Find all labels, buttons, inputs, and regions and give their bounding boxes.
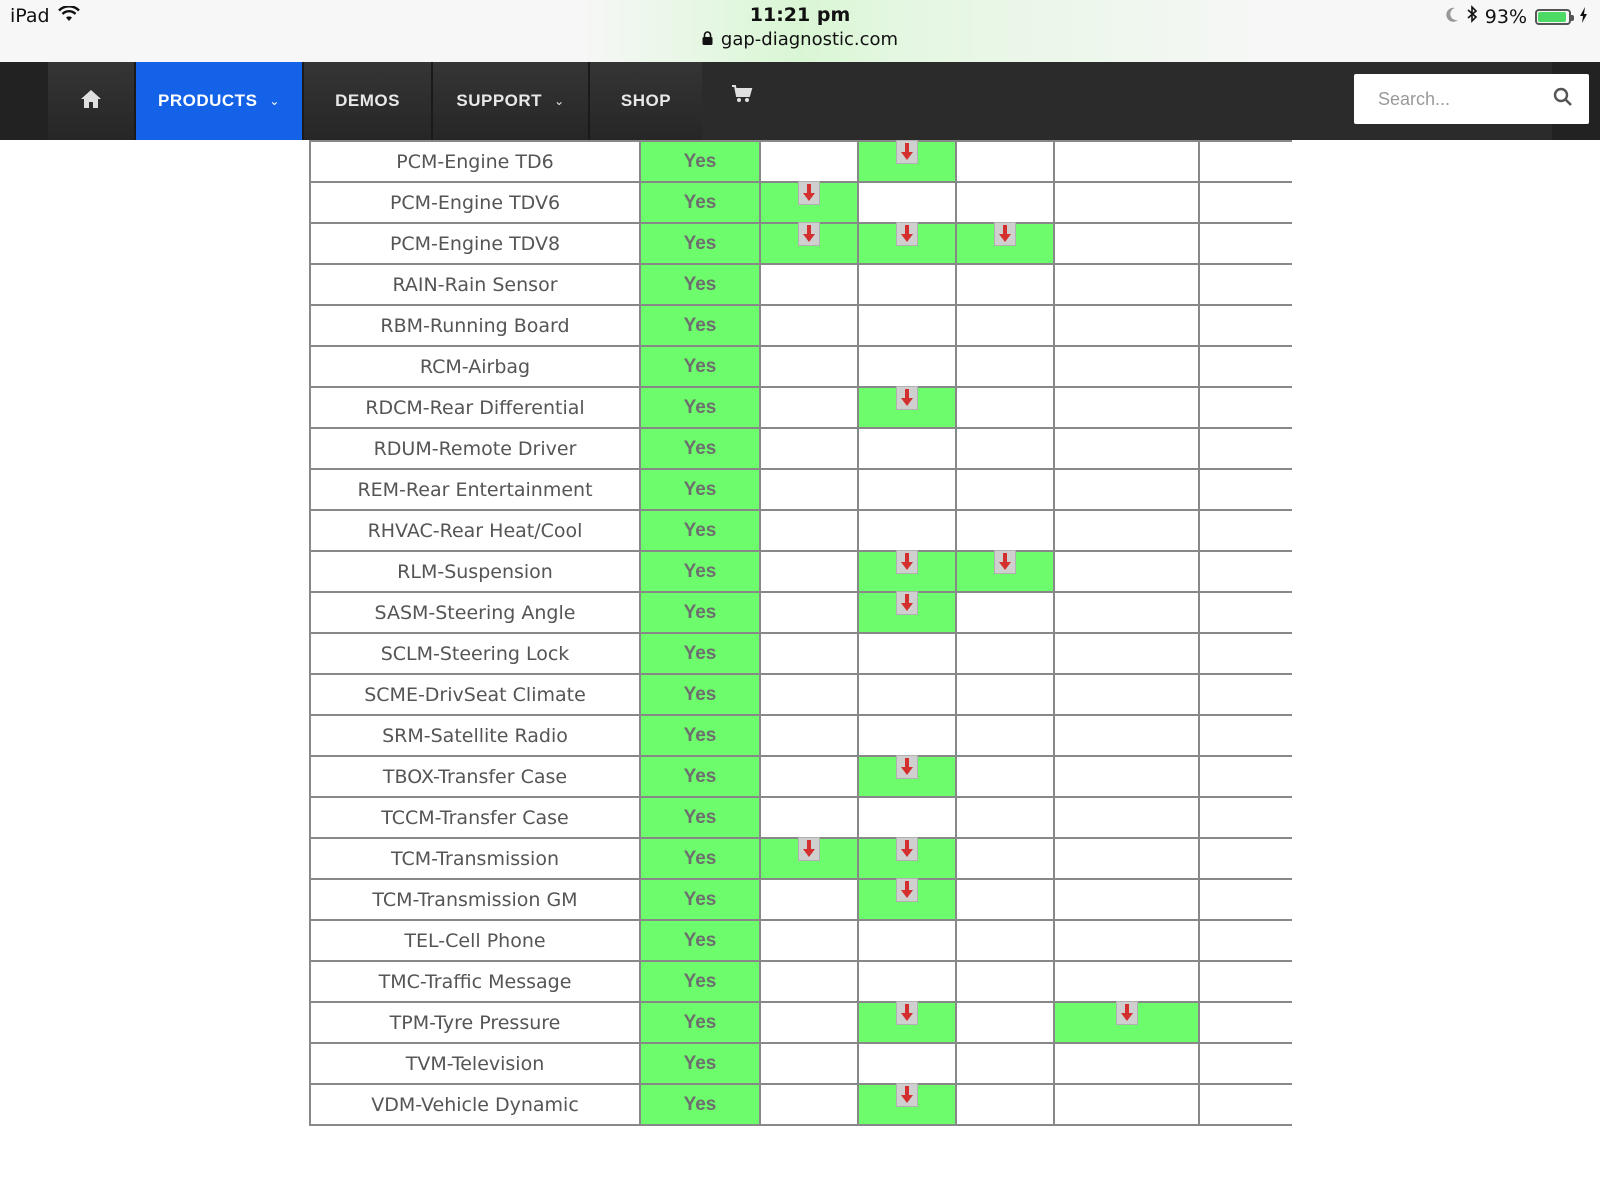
download-cell[interactable]: [760, 182, 858, 223]
module-name: RHVAC-Rear Heat/Cool: [310, 510, 640, 551]
empty-cell: [1054, 182, 1199, 223]
empty-cell: [956, 797, 1054, 838]
supported-cell: Yes: [640, 346, 760, 387]
empty-cell: [956, 346, 1054, 387]
device-name: iPad: [10, 5, 50, 27]
empty-cell: [760, 305, 858, 346]
download-arrow-icon[interactable]: [1116, 1001, 1138, 1025]
cart-button[interactable]: [702, 62, 782, 140]
empty-cell: [858, 797, 956, 838]
nav-shop[interactable]: [590, 62, 702, 140]
table-row: [310, 879, 1292, 920]
nav-shop-label: SHOP: [620, 91, 672, 110]
empty-cell: [956, 1084, 1054, 1125]
search-icon[interactable]: [1553, 87, 1573, 111]
chevron-down-icon: ⌄: [554, 94, 565, 108]
table-body: [310, 141, 1292, 1125]
download-cell[interactable]: [858, 879, 956, 920]
empty-cell: [858, 510, 956, 551]
empty-cell: [1054, 1043, 1199, 1084]
download-cell[interactable]: [956, 551, 1054, 592]
empty-cell: [1054, 879, 1199, 920]
search-input[interactable]: [1376, 88, 1553, 111]
empty-cell: [956, 387, 1054, 428]
empty-cell: [1199, 920, 1292, 961]
empty-cell: [760, 387, 858, 428]
empty-cell: [956, 1002, 1054, 1043]
module-name: RLM-Suspension: [310, 551, 640, 592]
empty-cell: [956, 879, 1054, 920]
table-row: [310, 223, 1292, 264]
module-name: REM-Rear Entertainment: [310, 469, 640, 510]
nav-support[interactable]: [433, 62, 590, 140]
empty-cell: [1054, 715, 1199, 756]
empty-cell: [1199, 1002, 1292, 1043]
main-navbar: [0, 62, 1600, 140]
download-arrow-icon[interactable]: [896, 591, 918, 615]
empty-cell: [760, 879, 858, 920]
empty-cell: [1054, 223, 1199, 264]
download-arrow-icon[interactable]: [896, 140, 918, 164]
supported-cell: Yes: [640, 674, 760, 715]
module-name: SRM-Satellite Radio: [310, 715, 640, 756]
empty-cell: [956, 469, 1054, 510]
status-center: [0, 4, 1600, 50]
supported-cell: Yes: [640, 141, 760, 182]
supported-cell: Yes: [640, 510, 760, 551]
download-cell[interactable]: [858, 1084, 956, 1125]
empty-cell: [1054, 305, 1199, 346]
empty-cell: [956, 1043, 1054, 1084]
table-row: [310, 346, 1292, 387]
supported-cell: Yes: [640, 592, 760, 633]
module-name: VDM-Vehicle Dynamic: [310, 1084, 640, 1125]
empty-cell: [760, 141, 858, 182]
table-row: [310, 838, 1292, 879]
download-arrow-icon[interactable]: [994, 222, 1016, 246]
empty-cell: [858, 182, 956, 223]
module-name: RAIN-Rain Sensor: [310, 264, 640, 305]
module-name: TBOX-Transfer Case: [310, 756, 640, 797]
supported-cell: Yes: [640, 1043, 760, 1084]
empty-cell: [1199, 633, 1292, 674]
module-name: TPM-Tyre Pressure: [310, 1002, 640, 1043]
empty-cell: [956, 633, 1054, 674]
table-row: [310, 510, 1292, 551]
page-url: gap-diagnostic.com: [720, 29, 899, 50]
empty-cell: [1199, 715, 1292, 756]
table-row: [310, 592, 1292, 633]
empty-cell: [956, 715, 1054, 756]
nav-support-label: SUPPORT: [456, 91, 543, 110]
status-right: [1445, 5, 1588, 28]
module-name: TCM-Transmission: [310, 838, 640, 879]
empty-cell: [1199, 469, 1292, 510]
empty-cell: [858, 633, 956, 674]
empty-cell: [760, 428, 858, 469]
module-name: SASM-Steering Angle: [310, 592, 640, 633]
empty-cell: [760, 346, 858, 387]
module-name: TCM-Transmission GM: [310, 879, 640, 920]
compatibility-table: [309, 140, 1292, 1126]
empty-cell: [858, 674, 956, 715]
table-row: [310, 674, 1292, 715]
supported-cell: Yes: [640, 1084, 760, 1125]
empty-cell: [858, 264, 956, 305]
moon-icon: [1445, 6, 1459, 28]
empty-cell: [760, 551, 858, 592]
address-bar[interactable]: [0, 29, 1600, 50]
module-name: RDUM-Remote Driver: [310, 428, 640, 469]
nav-products[interactable]: [136, 62, 304, 140]
empty-cell: [1054, 551, 1199, 592]
table-row: [310, 920, 1292, 961]
table-row: [310, 1084, 1292, 1125]
download-cell[interactable]: [858, 838, 956, 879]
empty-cell: [1199, 346, 1292, 387]
download-arrow-icon[interactable]: [896, 1083, 918, 1107]
supported-cell: Yes: [640, 920, 760, 961]
empty-cell: [1054, 264, 1199, 305]
nav-demos[interactable]: [304, 62, 433, 140]
supported-cell: Yes: [640, 428, 760, 469]
download-cell[interactable]: [760, 223, 858, 264]
empty-cell: [1054, 674, 1199, 715]
download-cell[interactable]: [858, 592, 956, 633]
empty-cell: [858, 428, 956, 469]
chevron-down-icon: ⌄: [269, 94, 280, 108]
empty-cell: [858, 920, 956, 961]
download-arrow-icon[interactable]: [896, 878, 918, 902]
bluetooth-icon: [1467, 5, 1477, 28]
empty-cell: [760, 797, 858, 838]
download-cell[interactable]: [858, 551, 956, 592]
empty-cell: [760, 633, 858, 674]
empty-cell: [956, 920, 1054, 961]
empty-cell: [760, 469, 858, 510]
module-name: PCM-Engine TD6: [310, 141, 640, 182]
empty-cell: [1199, 510, 1292, 551]
empty-cell: [1054, 797, 1199, 838]
table-row: [310, 633, 1292, 674]
shopping-cart-icon: [731, 84, 753, 109]
charging-icon: [1579, 6, 1588, 28]
empty-cell: [1199, 182, 1292, 223]
table-row: [310, 551, 1292, 592]
empty-cell: [1199, 428, 1292, 469]
empty-cell: [1054, 346, 1199, 387]
supported-cell: Yes: [640, 264, 760, 305]
empty-cell: [760, 264, 858, 305]
empty-cell: [956, 674, 1054, 715]
table-row: [310, 141, 1292, 182]
supported-cell: Yes: [640, 469, 760, 510]
module-name: PCM-Engine TDV6: [310, 182, 640, 223]
empty-cell: [1199, 797, 1292, 838]
download-arrow-icon[interactable]: [798, 837, 820, 861]
empty-cell: [858, 346, 956, 387]
empty-cell: [1199, 756, 1292, 797]
supported-cell: Yes: [640, 838, 760, 879]
download-cell[interactable]: [858, 756, 956, 797]
empty-cell: [760, 920, 858, 961]
supported-cell: Yes: [640, 551, 760, 592]
empty-cell: [760, 961, 858, 1002]
module-name: SCME-DrivSeat Climate: [310, 674, 640, 715]
table-row: [310, 469, 1292, 510]
empty-cell: [760, 756, 858, 797]
empty-cell: [956, 264, 1054, 305]
supported-cell: Yes: [640, 961, 760, 1002]
supported-cell: Yes: [640, 756, 760, 797]
battery-percent: 93%: [1484, 5, 1527, 28]
empty-cell: [760, 1043, 858, 1084]
empty-cell: [1054, 838, 1199, 879]
empty-cell: [1199, 592, 1292, 633]
empty-cell: [956, 428, 1054, 469]
nav-products-label: PRODUCTS: [158, 91, 258, 110]
module-name: PCM-Engine TDV8: [310, 223, 640, 264]
module-name: RBM-Running Board: [310, 305, 640, 346]
empty-cell: [1199, 264, 1292, 305]
empty-cell: [760, 715, 858, 756]
empty-cell: [858, 715, 956, 756]
empty-cell: [858, 1043, 956, 1084]
lock-icon: [702, 29, 713, 50]
download-arrow-icon[interactable]: [896, 1001, 918, 1025]
battery-icon: [1535, 9, 1571, 25]
table-row: [310, 715, 1292, 756]
download-arrow-icon[interactable]: [994, 550, 1016, 574]
empty-cell: [1199, 551, 1292, 592]
download-cell[interactable]: [1054, 1002, 1199, 1043]
nav-demos-label: DEMOS: [335, 91, 400, 110]
download-cell[interactable]: [858, 141, 956, 182]
supported-cell: Yes: [640, 223, 760, 264]
empty-cell: [1199, 838, 1292, 879]
empty-cell: [760, 510, 858, 551]
empty-cell: [1199, 961, 1292, 1002]
supported-cell: Yes: [640, 387, 760, 428]
module-name: TMC-Traffic Message: [310, 961, 640, 1002]
empty-cell: [760, 1002, 858, 1043]
empty-cell: [1199, 387, 1292, 428]
empty-cell: [956, 838, 1054, 879]
download-arrow-icon[interactable]: [896, 837, 918, 861]
empty-cell: [1199, 141, 1292, 182]
empty-cell: [1054, 920, 1199, 961]
empty-cell: [760, 1084, 858, 1125]
download-arrow-icon[interactable]: [896, 550, 918, 574]
table-row: [310, 387, 1292, 428]
empty-cell: [956, 961, 1054, 1002]
download-arrow-icon[interactable]: [798, 222, 820, 246]
module-name: RCM-Airbag: [310, 346, 640, 387]
empty-cell: [760, 592, 858, 633]
empty-cell: [858, 961, 956, 1002]
download-arrow-icon[interactable]: [896, 386, 918, 410]
table-row: [310, 756, 1292, 797]
empty-cell: [1054, 633, 1199, 674]
home-icon: [80, 89, 102, 114]
module-name: TEL-Cell Phone: [310, 920, 640, 961]
nav-inner: [48, 62, 1552, 140]
empty-cell: [1199, 1043, 1292, 1084]
empty-cell: [1054, 592, 1199, 633]
battery-cap: [1571, 15, 1574, 21]
table-row: [310, 264, 1292, 305]
module-name: TCCM-Transfer Case: [310, 797, 640, 838]
search-box: [1354, 74, 1589, 124]
download-arrow-icon[interactable]: [798, 181, 820, 205]
supported-cell: Yes: [640, 633, 760, 674]
table-row: [310, 428, 1292, 469]
download-arrow-icon[interactable]: [896, 755, 918, 779]
compatibility-table-container: [309, 140, 1292, 1200]
supported-cell: Yes: [640, 715, 760, 756]
table-row: [310, 1002, 1292, 1043]
empty-cell: [1054, 387, 1199, 428]
battery-level: [1538, 12, 1566, 22]
supported-cell: Yes: [640, 1002, 760, 1043]
table-row: [310, 797, 1292, 838]
table-row: [310, 1043, 1292, 1084]
empty-cell: [956, 592, 1054, 633]
empty-cell: [956, 305, 1054, 346]
empty-cell: [1199, 305, 1292, 346]
empty-cell: [858, 305, 956, 346]
empty-cell: [1199, 1084, 1292, 1125]
download-cell[interactable]: [858, 1002, 956, 1043]
empty-cell: [1054, 1084, 1199, 1125]
empty-cell: [858, 469, 956, 510]
supported-cell: Yes: [640, 182, 760, 223]
empty-cell: [1199, 879, 1292, 920]
download-cell[interactable]: [760, 838, 858, 879]
home-button[interactable]: [48, 62, 136, 140]
download-cell[interactable]: [956, 223, 1054, 264]
empty-cell: [1054, 428, 1199, 469]
ios-status-bar: [0, 0, 1600, 62]
empty-cell: [1054, 961, 1199, 1002]
table-row: [310, 961, 1292, 1002]
empty-cell: [956, 510, 1054, 551]
table-row: [310, 182, 1292, 223]
supported-cell: Yes: [640, 305, 760, 346]
empty-cell: [1054, 510, 1199, 551]
empty-cell: [1054, 141, 1199, 182]
module-name: RDCM-Rear Differential: [310, 387, 640, 428]
empty-cell: [956, 141, 1054, 182]
empty-cell: [760, 674, 858, 715]
download-cell[interactable]: [858, 223, 956, 264]
supported-cell: Yes: [640, 797, 760, 838]
download-cell[interactable]: [858, 387, 956, 428]
empty-cell: [1199, 674, 1292, 715]
empty-cell: [956, 182, 1054, 223]
supported-cell: Yes: [640, 879, 760, 920]
empty-cell: [1054, 756, 1199, 797]
clock: 11:21 pm: [749, 4, 851, 26]
empty-cell: [1054, 469, 1199, 510]
module-name: SCLM-Steering Lock: [310, 633, 640, 674]
empty-cell: [1199, 223, 1292, 264]
empty-cell: [956, 756, 1054, 797]
download-arrow-icon[interactable]: [896, 222, 918, 246]
module-name: TVM-Television: [310, 1043, 640, 1084]
table-row: [310, 305, 1292, 346]
